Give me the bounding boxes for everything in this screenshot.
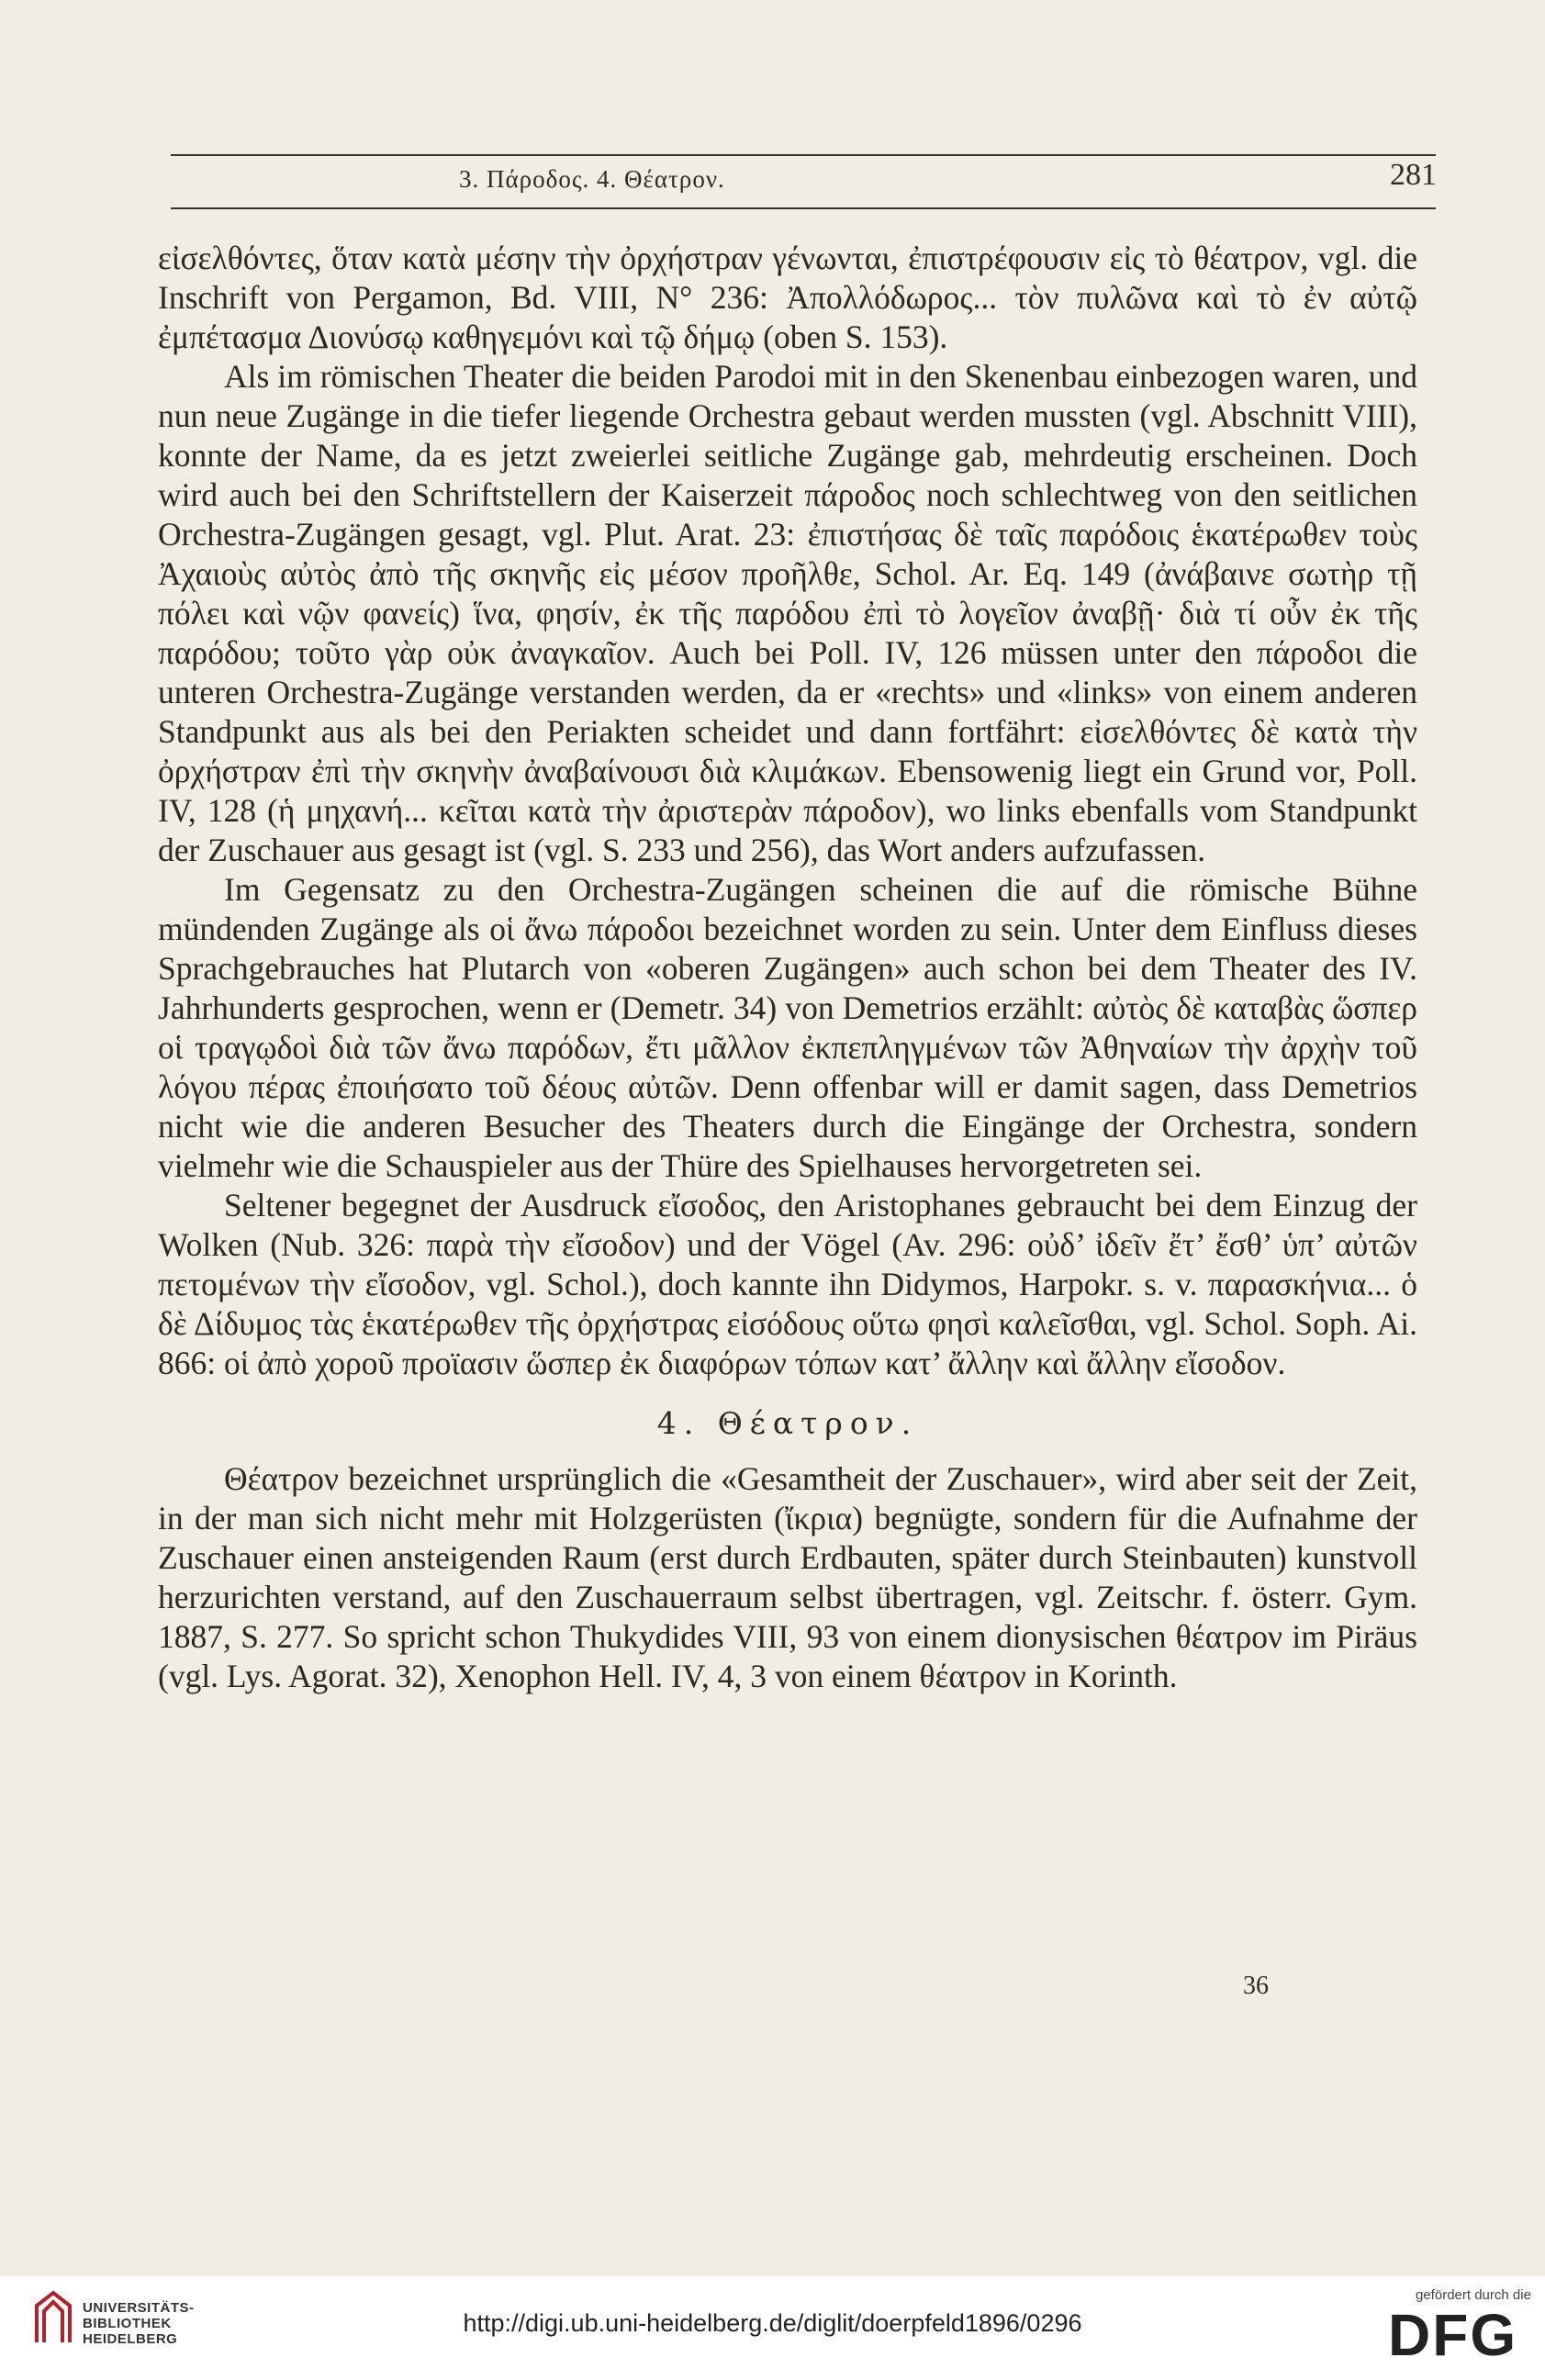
library-name-line-1: UNIVERSITÄTS- <box>83 2300 195 2316</box>
signature-mark: 36 <box>1243 1972 1269 2000</box>
paragraph-3: Im Gegensatz zu den Orchestra-Zugängen scheinen die auf die römische Bühne mündenden Zugänge als οἱ ἄνω πάροδοι bezeichnet worden zu sein. Unter dem Einfluss dieses Sprachgebrauches hat Plutarch von «oberen Zugängen» auch schon bei dem Theater des IV. Jahrhunderts gesprochen, wenn er (Demetr. 34) von Demetrios erzählt: αὐτὸς δὲ καταβὰς ὥσπερ οἱ τραγῳδοὶ διὰ τῶν ἄνω παρόδων, ἔτι μᾶλλον ἐκπεπληγμένων τῶν Ἀθηναίων τὴν ἀρχὴν τοῦ λόγου πέρας ἐποιήσατο τοῦ δέους αὐτῶν. Denn offenbar will er damit sagen, dass Demetrios nicht wie die anderen Besucher des Theaters durch die Eingänge der Orchestra, sondern vielmehr wie die Schauspieler aus der Thüre des Spielhauses hervorgetreten sei. <box>158 871 1417 1184</box>
header-rule-bottom <box>171 207 1436 209</box>
paragraph-2: Als im römischen Theater die beiden Parodoi mit in den Skenenbau einbezogen waren, und nun neue Zugänge in die tiefer liegende Orchestra gebaut werden mussten (vgl. Abschnitt VIII), konnte der Name, da es jetzt zweierlei seitliche Zugänge gab, mehrdeutig erscheinen. Doch wird auch bei den Schriftstellern der Kaiserzeit πάροδος noch schlechtweg von den seitlichen Orchestra-Zugängen gesagt, vgl. Plut. Arat. 23: ἐπιστήσας δὲ ταῖς παρόδοις ἑκατέρωθεν τοὺς Ἀχαιοὺς αὐτὸς ἀπὸ τῆς σκηνῆς εἰς μέσον προῆλθε, Schol. Ar. Eq. 149 (ἀνάβαινε σωτὴρ τῇ πόλει καὶ νῷν φανείς) ἵνα, φησίν, ἐκ τῆς παρόδου ἐπὶ τὸ λογεῖον ἀναβῇ· διὰ τί οὖν ἐκ τῆς παρόδου; τοῦτο γὰρ οὐκ ἀναγκαῖον. Auch bei Poll. IV, 126 müssen unter den πάροδοι die unteren Orchestra-Zugänge verstanden werden, da er «rechts» und «links» von einem anderen Standpunkt aus als bei den Periakten scheidet und dann fortfährt: εἰσελθόντες δὲ κατὰ τὴν ὀρχήστραν ἐπὶ τὴν σκηνὴν ἀναβαίνουσι διὰ κλιμάκων. Ebensowenig liegt ein Grund vor, Poll. IV, 128 (ἡ μηχανή... κεῖται κατὰ τὴν ἀριστερὰν πάροδον), wo links ebenfalls vom Standpunkt der Zuschauer aus gesagt ist (vgl. S. 233 und 256), das Wort anders aufzufassen. <box>158 358 1417 868</box>
source-url-link[interactable]: http://digi.ub.uni-heidelberg.de/diglit/doerpfeld1896/0296 <box>463 2309 1082 2337</box>
header-rule-top <box>171 154 1436 156</box>
library-name-line-3: HEIDELBERG <box>83 2331 178 2347</box>
dfg-logo: DFG <box>1388 2302 1518 2368</box>
library-name-line-2: BIBLIOTHEK <box>83 2316 172 2331</box>
paragraph-5: Θέατρον bezeichnet ursprünglich die «Gesamtheit der Zuschauer», wird aber seit der Zeit, in der man sich nicht mehr mit Holzgerüsten (ἴκρια) begnügte, sondern für die Aufnahme der Zuschauer einen ansteigenden Raum (erst durch Erdbauten, später durch Steinbauten) kunstvoll herzurichten verstand, auf den Zuschauerraum selbst übertragen, vgl. Zeitschr. f. österr. Gym. 1887, S. 277. So spricht schon Thukydides VIII, 93 von einem dionysischen θέατρον im Piräus (vgl. Lys. Agorat. 32), Xenophon Hell. IV, 4, 3 von einem θέατρον in Korinth. <box>158 1460 1417 1694</box>
page-number: 281 <box>1390 158 1437 192</box>
running-title: 3. Πάροδος. 4. Θέατρον. <box>459 165 725 193</box>
paragraph-4: Seltener begegnet der Ausdruck εἴσοδος, den Aristophanes gebraucht bei dem Einzug der Wolken (Nub. 326: παρὰ τὴν εἴσοδον) und der Vögel (Av. 296: οὐδ’ ἰδεῖν ἔτ’ ἔσθ’ ὑπ’ αὐτῶν πετομένων τὴν εἴσοδον, vgl. Schol.), doch kannte ihn Didymos, Harpokr. s. v. παρασκήνια... ὁ δὲ Δίδυμος τὰς ἑκατέρωθεν τῆς ὀρχήστρας εἰσόδους οὕτω φησὶ καλεῖσθαι, vgl. Schol. Soph. Ai. 866: οἱ ἀπὸ χοροῦ προϊασιν ὥσπερ ἐκ διαφόρων τόπων κατ’ ἄλλην καὶ ἄλλην εἴσοδον. <box>158 1187 1417 1381</box>
funding-note: gefördert durch die <box>1416 2287 1531 2303</box>
section-heading: 4. Θέατρον. <box>656 1405 919 1441</box>
body-text <box>158 239 1417 1696</box>
paragraph-1: εἰσελθόντες, ὅταν κατὰ μέσην τὴν ὀρχήστραν γένωνται, ἐπιστρέφουσιν εἰς τὸ θέατρον, vgl. die Inschrift von Pergamon, Bd. VIII, N° 236: Ἀπολλόδωρος... τὸν πυλῶνα καὶ τὸ ἐν αὐτῷ ἐμπέτασμα Διονύσῳ καθηγεμόνι καὶ τῷ δήμῳ (oben S. 153). <box>158 240 1417 355</box>
